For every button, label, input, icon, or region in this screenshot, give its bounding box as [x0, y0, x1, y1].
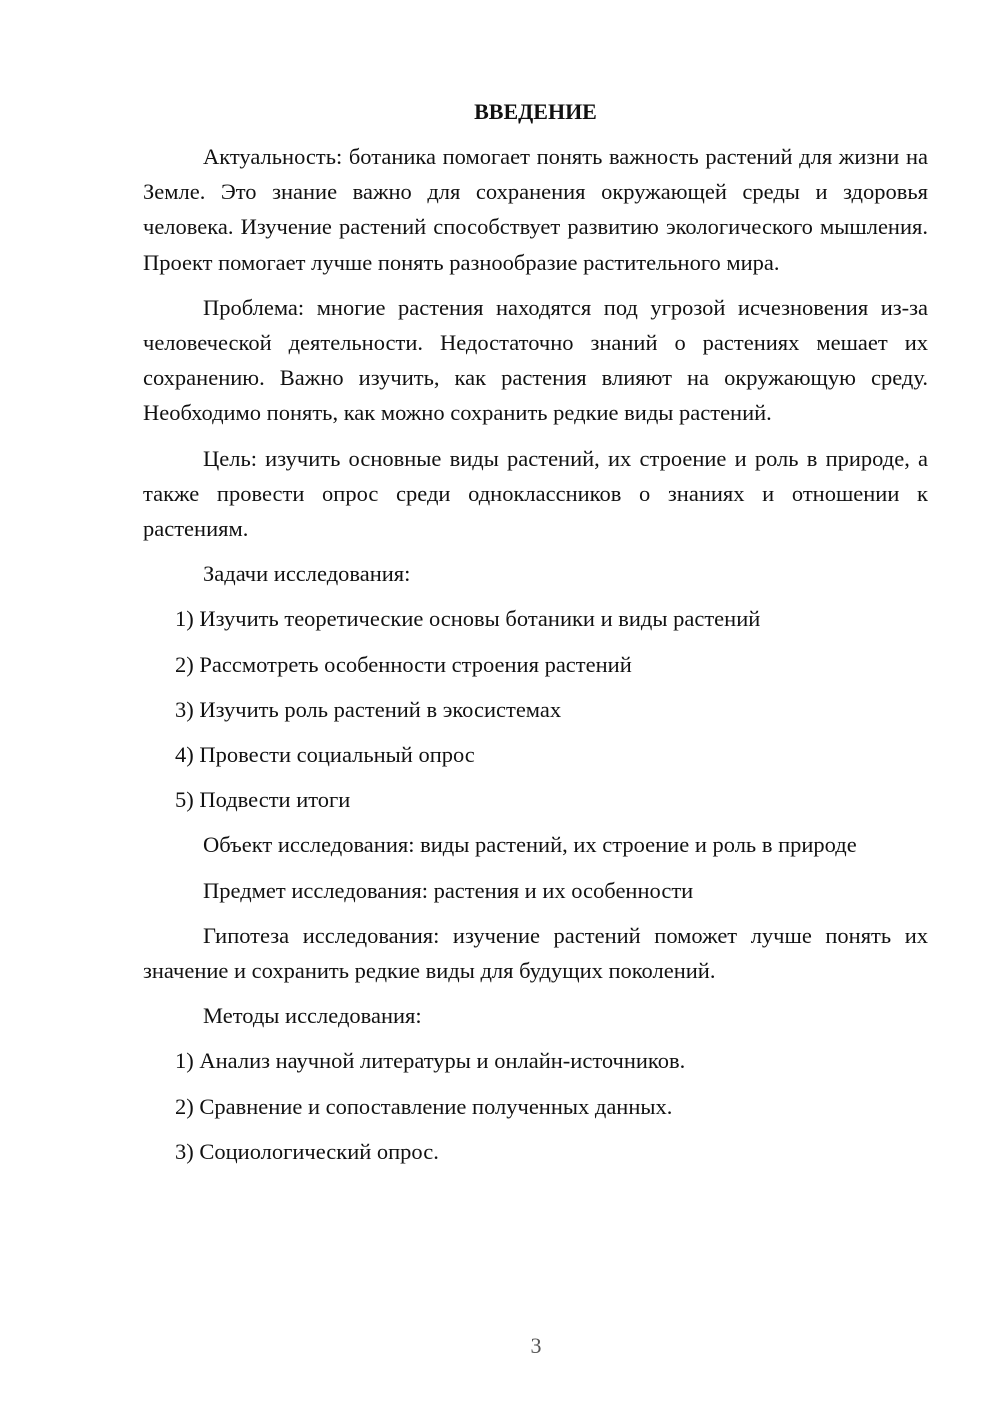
goal-paragraph: Цель: изучить основные виды растений, их строение и роль в природе, а также провести опрос среди одноклассников о знаниях и отношении к растениям.: [143, 445, 928, 542]
relevance-paragraph: Актуальность: ботаника помогает понять важность растений для жизни на Земле. Это знание важно для сохранения окружающей среды и здоровья человека. Изучение растений способствует развитию экологического мышления. Проект помогает лучше понять разнообразие растительного мира.: [143, 144, 928, 275]
task-item-3: 3) Изучить роль растений в экосистемах: [175, 696, 562, 722]
methods-heading: Методы исследования:: [203, 1003, 422, 1029]
problem-paragraph: Проблема: многие растения находятся под угрозой исчезновения из-за человеческой деятельности. Недостаточно знаний о растениях мешает их сохранению. Важно изучить, как растения влияют на окружающую среду. Необходимо понять, как можно сохранить редкие виды растений.: [143, 294, 928, 426]
task-item-2: 2) Рассмотреть особенности строения растений: [175, 651, 632, 677]
research-subject: Предмет исследования: растения и их особенности: [203, 877, 694, 903]
tasks-heading: Задачи исследования:: [203, 561, 411, 587]
task-item-5: 5) Подвести итоги: [175, 787, 351, 813]
research-hypothesis: Гипотеза исследования: изучение растений поможет лучше понять их значение и сохранить редкие виды для будущих поколений.: [143, 922, 928, 984]
method-item-2: 2) Сравнение и сопоставление полученных данных.: [175, 1093, 673, 1119]
page-number: 3: [530, 1333, 542, 1358]
research-object: Объект исследования: виды растений, их строение и роль в природе: [203, 832, 857, 858]
method-item-3: 3) Социологический опрос.: [175, 1138, 439, 1164]
task-item-1: 1) Изучить теоретические основы ботаники и виды растений: [175, 606, 761, 632]
page-content: [143, 94, 928, 1179]
page-title: ВВЕДЕНИЕ: [474, 99, 597, 124]
method-item-1: 1) Анализ научной литературы и онлайн-источников.: [175, 1048, 686, 1074]
task-item-4: 4) Провести социальный опрос: [175, 742, 475, 768]
